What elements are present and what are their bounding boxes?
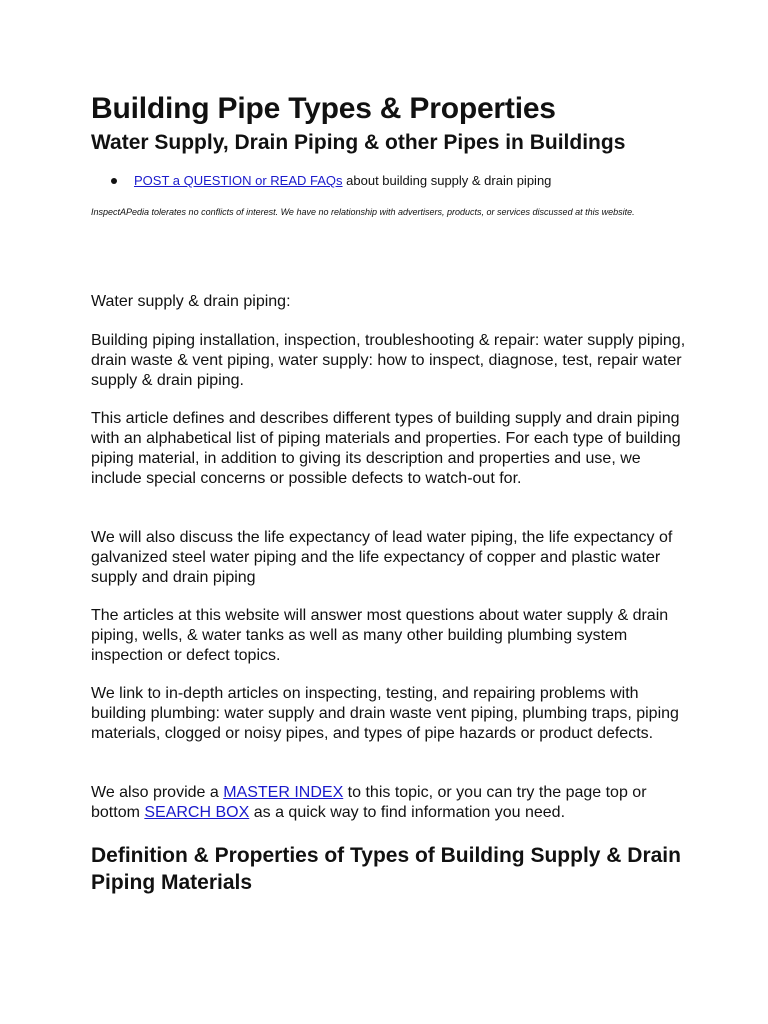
faq-list-item <box>111 172 551 190</box>
faq-item-text: about building supply & drain piping <box>342 173 552 188</box>
intro-paragraph: Water supply & drain piping: <box>91 293 291 310</box>
links-paragraph: We link to in-depth articles on inspecting, testing, and repairing problems with building plumbing: water supply and drain waste vent piping, plumbing traps, piping materials, clogged or noisy pipes, and types of pipe hazards or product defects. <box>91 685 679 742</box>
index-paragraph <box>91 783 687 823</box>
overview-paragraph: Building piping installation, inspection, troubleshooting & repair: water supply piping, drain waste & vent piping, water supply: how to inspect, diagnose, test, repair water supply & drain piping. <box>91 332 686 389</box>
index-text-2: to this topic, or you can try the page top or bottom <box>91 784 647 821</box>
search-box-link[interactable]: SEARCH BOX <box>144 804 250 821</box>
section-heading: Definition & Properties of Types of Building Supply & Drain Piping Materials <box>91 844 681 894</box>
page-title: Building Pipe Types & Properties <box>91 92 556 125</box>
definition-paragraph: This article defines and describes different types of building supply and drain piping with an alphabetical list of piping materials and properties. For each type of building piping material, in addition to giving its description and properties and use, we include special concerns or possible defects to watch-out for. <box>91 410 681 487</box>
post-question-link[interactable]: POST a QUESTION or READ FAQs <box>134 173 343 188</box>
page-subtitle: Water Supply, Drain Piping & other Pipes in Buildings <box>91 131 626 154</box>
bullet-icon <box>111 178 117 184</box>
articles-paragraph: The articles at this website will answer most questions about water supply & drain piping, wells, & water tanks as well as many other building plumbing system inspection or defect topics. <box>91 607 669 664</box>
life-expectancy-paragraph: We will also discuss the life expectancy of lead water piping, the life expectancy of galvanized steel water piping and the life expectancy of copper and plastic water supply and drain piping <box>91 529 673 586</box>
master-index-link[interactable]: MASTER INDEX <box>223 784 344 801</box>
index-text-1: We also provide a <box>91 784 224 801</box>
index-text-3: as a quick way to find information you need. <box>249 804 566 821</box>
disclaimer: InspectAPedia tolerates no conflicts of interest. We have no relationship with advertisers, products, or services discussed at this website. <box>91 207 635 217</box>
